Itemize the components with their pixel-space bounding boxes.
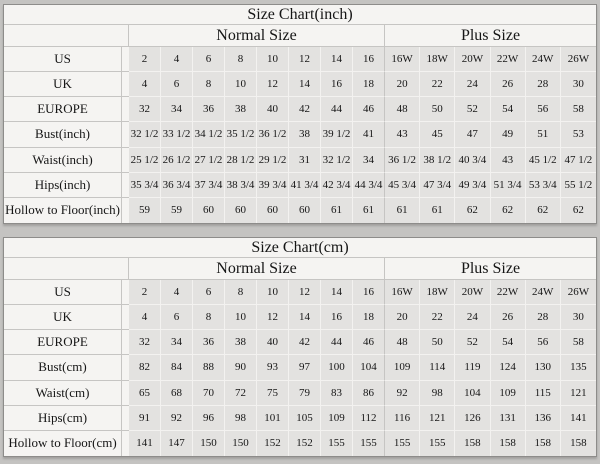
size-cell: 91 (129, 406, 161, 431)
size-cell: 18W (420, 47, 455, 72)
size-cell: 28 (526, 72, 561, 97)
size-cell: 26 1/2 (161, 148, 193, 173)
size-cell: 6 (193, 280, 225, 305)
size-cell: 152 (257, 431, 289, 456)
size-cell: 36 (193, 97, 225, 122)
size-cell: 121 (561, 381, 596, 406)
size-cell: 65 (129, 381, 161, 406)
size-cell: 116 (385, 406, 420, 431)
size-cell: 22 (420, 72, 455, 97)
size-cell: 14 (321, 280, 353, 305)
label-gutter (122, 280, 129, 305)
size-cell: 158 (526, 431, 561, 456)
size-cell: 60 (193, 198, 225, 223)
size-cell: 109 (385, 355, 420, 380)
normal-size-header: Normal Size (129, 258, 385, 280)
size-cell: 109 (321, 406, 353, 431)
size-cell: 40 (257, 97, 289, 122)
size-cell: 49 3/4 (455, 173, 490, 198)
size-cell: 39 1/2 (321, 122, 353, 147)
size-cell: 27 1/2 (193, 148, 225, 173)
size-cell: 92 (161, 406, 193, 431)
size-cell: 58 (561, 330, 596, 355)
label-gutter (122, 198, 129, 223)
size-cell: 93 (257, 355, 289, 380)
size-cell: 46 (353, 330, 385, 355)
size-cell: 155 (385, 431, 420, 456)
size-cell: 114 (420, 355, 455, 380)
size-cell: 25 1/2 (129, 148, 161, 173)
size-cell: 43 (385, 122, 420, 147)
size-cell: 62 (561, 198, 596, 223)
size-cell: 60 (225, 198, 257, 223)
size-cell: 41 3/4 (289, 173, 321, 198)
size-cell: 61 (385, 198, 420, 223)
size-cell: 47 1/2 (561, 148, 596, 173)
size-cell: 50 (420, 330, 455, 355)
size-cell: 35 3/4 (129, 173, 161, 198)
label-gutter (122, 173, 129, 198)
size-cell: 135 (561, 355, 596, 380)
size-cell: 24 (455, 72, 490, 97)
size-cell: 20 (385, 72, 420, 97)
size-cell: 92 (385, 381, 420, 406)
size-cell: 61 (420, 198, 455, 223)
size-cell: 16 (353, 280, 385, 305)
size-cell: 119 (455, 355, 490, 380)
size-cell: 30 (561, 305, 596, 330)
size-cell: 10 (225, 305, 257, 330)
size-cell: 48 (385, 330, 420, 355)
size-cell: 100 (321, 355, 353, 380)
size-cell: 41 (353, 122, 385, 147)
size-cell: 98 (225, 406, 257, 431)
size-cell: 32 1/2 (129, 122, 161, 147)
label-gutter (122, 330, 129, 355)
size-cell: 26W (561, 280, 596, 305)
size-cell: 49 (491, 122, 526, 147)
size-cell: 52 (455, 330, 490, 355)
size-cell: 112 (353, 406, 385, 431)
size-cell: 86 (353, 381, 385, 406)
label-gutter (122, 72, 129, 97)
size-cell: 26 (491, 72, 526, 97)
size-cell: 35 1/2 (225, 122, 257, 147)
size-cell: 6 (161, 305, 193, 330)
size-cell: 12 (289, 280, 321, 305)
label-gutter (122, 122, 129, 147)
size-cell: 79 (289, 381, 321, 406)
size-cell: 22W (491, 280, 526, 305)
size-cell: 10 (257, 47, 289, 72)
size-cell: 130 (526, 355, 561, 380)
size-cell: 34 (161, 330, 193, 355)
size-cell: 70 (193, 381, 225, 406)
size-cell: 47 3/4 (420, 173, 455, 198)
size-cell: 45 3/4 (385, 173, 420, 198)
size-cell: 2 (129, 47, 161, 72)
size-cell: 32 1/2 (321, 148, 353, 173)
size-cell: 38 3/4 (225, 173, 257, 198)
label-gutter (122, 305, 129, 330)
size-cell: 34 (161, 97, 193, 122)
size-cell: 152 (289, 431, 321, 456)
size-cell: 56 (526, 330, 561, 355)
size-cell: 20W (455, 280, 490, 305)
size-cell: 29 1/2 (257, 148, 289, 173)
size-cell: 38 1/2 (420, 148, 455, 173)
plus-size-header: Plus Size (385, 25, 596, 47)
size-cell: 12 (257, 72, 289, 97)
size-cell: 84 (161, 355, 193, 380)
size-cell: 121 (420, 406, 455, 431)
row-label-us: US (4, 280, 122, 305)
size-cell: 36 1/2 (257, 122, 289, 147)
size-cell: 38 (289, 122, 321, 147)
size-cell: 30 (561, 72, 596, 97)
size-cell: 83 (321, 381, 353, 406)
size-cell: 60 (289, 198, 321, 223)
size-cell: 44 (321, 330, 353, 355)
size-cell: 22 (420, 305, 455, 330)
size-cell: 18W (420, 280, 455, 305)
size-cell: 72 (225, 381, 257, 406)
size-cell: 115 (526, 381, 561, 406)
label-gutter (122, 406, 129, 431)
size-cell: 126 (455, 406, 490, 431)
size-cell: 12 (257, 305, 289, 330)
size-cell: 53 (561, 122, 596, 147)
label-gutter (122, 431, 129, 456)
size-cell: 54 (491, 330, 526, 355)
size-cell: 104 (455, 381, 490, 406)
size-cell: 16 (321, 305, 353, 330)
size-cell: 158 (491, 431, 526, 456)
row-label-hips-inch: Hips(inch) (4, 173, 122, 198)
row-label-uk: UK (4, 305, 122, 330)
size-cell: 8 (225, 47, 257, 72)
label-gutter (122, 97, 129, 122)
row-label-us: US (4, 47, 122, 72)
size-cell: 36 3/4 (161, 173, 193, 198)
size-cell: 4 (161, 280, 193, 305)
row-label-europe: EUROPE (4, 330, 122, 355)
size-cell: 36 (193, 330, 225, 355)
size-cell: 158 (455, 431, 490, 456)
size-cell: 42 3/4 (321, 173, 353, 198)
size-cell: 58 (561, 97, 596, 122)
row-label-europe: EUROPE (4, 97, 122, 122)
size-cell: 62 (455, 198, 490, 223)
size-cell: 38 (225, 330, 257, 355)
table-title-inch: Size Chart(inch) (4, 5, 596, 25)
size-cell: 8 (193, 305, 225, 330)
size-cell: 18 (353, 72, 385, 97)
size-cell: 42 (289, 97, 321, 122)
size-cell: 34 1/2 (193, 122, 225, 147)
size-cell: 26 (491, 305, 526, 330)
size-cell: 62 (526, 198, 561, 223)
size-cell: 61 (353, 198, 385, 223)
size-cell: 51 (526, 122, 561, 147)
label-gutter (122, 148, 129, 173)
size-cell: 141 (561, 406, 596, 431)
size-cell: 51 3/4 (491, 173, 526, 198)
size-cell: 8 (193, 72, 225, 97)
size-cell: 56 (526, 97, 561, 122)
row-label-waist-inch: Waist(inch) (4, 148, 122, 173)
size-cell: 155 (321, 431, 353, 456)
size-cell: 39 3/4 (257, 173, 289, 198)
size-cell: 31 (289, 148, 321, 173)
row-label-waist-cm: Waist(cm) (4, 381, 122, 406)
size-cell: 44 3/4 (353, 173, 385, 198)
size-cell: 90 (225, 355, 257, 380)
size-cell: 14 (321, 47, 353, 72)
size-cell: 136 (526, 406, 561, 431)
size-cell: 42 (289, 330, 321, 355)
size-cell: 20W (455, 47, 490, 72)
size-cell: 46 (353, 97, 385, 122)
row-label-hips-cm: Hips(cm) (4, 406, 122, 431)
size-cell: 24W (526, 47, 561, 72)
size-cell: 150 (193, 431, 225, 456)
size-cell: 52 (455, 97, 490, 122)
size-cell: 55 1/2 (561, 173, 596, 198)
size-cell: 59 (129, 198, 161, 223)
size-cell: 6 (193, 47, 225, 72)
label-gutter (122, 47, 129, 72)
row-label-hollow-to-floor-inch: Hollow to Floor(inch) (4, 198, 122, 223)
row-label-bust-cm: Bust(cm) (4, 355, 122, 380)
size-cell: 32 (129, 97, 161, 122)
size-cell: 131 (491, 406, 526, 431)
size-cell: 53 3/4 (526, 173, 561, 198)
size-cell: 98 (420, 381, 455, 406)
size-cell: 47 (455, 122, 490, 147)
size-cell: 4 (129, 72, 161, 97)
size-cell: 48 (385, 97, 420, 122)
size-cell: 68 (161, 381, 193, 406)
size-cell: 28 1/2 (225, 148, 257, 173)
corner-cell (4, 25, 129, 47)
size-cell: 18 (353, 305, 385, 330)
size-cell: 124 (491, 355, 526, 380)
size-cell: 155 (353, 431, 385, 456)
size-cell: 10 (225, 72, 257, 97)
row-label-hollow-to-floor-cm: Hollow to Floor(cm) (4, 431, 122, 456)
size-cell: 6 (161, 72, 193, 97)
size-chart-cm-table (3, 237, 597, 457)
row-label-uk: UK (4, 72, 122, 97)
size-cell: 155 (420, 431, 455, 456)
corner-cell (4, 258, 129, 280)
size-cell: 34 (353, 148, 385, 173)
size-cell: 104 (353, 355, 385, 380)
size-cell: 150 (225, 431, 257, 456)
size-cell: 8 (225, 280, 257, 305)
size-chart-inch-table (3, 4, 597, 224)
size-cell: 38 (225, 97, 257, 122)
size-cell: 40 (257, 330, 289, 355)
size-cell: 54 (491, 97, 526, 122)
size-cell: 101 (257, 406, 289, 431)
size-cell: 22W (491, 47, 526, 72)
size-cell: 16W (385, 47, 420, 72)
row-label-bust-inch: Bust(inch) (4, 122, 122, 147)
size-cell: 158 (561, 431, 596, 456)
size-cell: 50 (420, 97, 455, 122)
size-cell: 16 (353, 47, 385, 72)
size-cell: 75 (257, 381, 289, 406)
size-cell: 59 (161, 198, 193, 223)
size-cell: 32 (129, 330, 161, 355)
size-cell: 14 (289, 305, 321, 330)
size-cell: 45 1/2 (526, 148, 561, 173)
size-cell: 24W (526, 280, 561, 305)
size-cell: 36 1/2 (385, 148, 420, 173)
size-cell: 33 1/2 (161, 122, 193, 147)
label-gutter (122, 381, 129, 406)
size-cell: 12 (289, 47, 321, 72)
size-cell: 4 (129, 305, 161, 330)
size-cell: 20 (385, 305, 420, 330)
size-cell: 2 (129, 280, 161, 305)
size-cell: 97 (289, 355, 321, 380)
label-gutter (122, 355, 129, 380)
size-cell: 61 (321, 198, 353, 223)
table-title-cm: Size Chart(cm) (4, 238, 596, 258)
size-cell: 40 3/4 (455, 148, 490, 173)
size-cell: 14 (289, 72, 321, 97)
size-cell: 10 (257, 280, 289, 305)
size-cell: 24 (455, 305, 490, 330)
size-cell: 141 (129, 431, 161, 456)
size-cell: 37 3/4 (193, 173, 225, 198)
size-cell: 147 (161, 431, 193, 456)
size-cell: 60 (257, 198, 289, 223)
size-cell: 43 (491, 148, 526, 173)
plus-size-header: Plus Size (385, 258, 596, 280)
size-cell: 96 (193, 406, 225, 431)
size-cell: 109 (491, 381, 526, 406)
size-cell: 16W (385, 280, 420, 305)
size-cell: 4 (161, 47, 193, 72)
size-cell: 62 (491, 198, 526, 223)
size-cell: 28 (526, 305, 561, 330)
size-cell: 16 (321, 72, 353, 97)
size-cell: 82 (129, 355, 161, 380)
size-cell: 88 (193, 355, 225, 380)
size-cell: 45 (420, 122, 455, 147)
size-cell: 105 (289, 406, 321, 431)
size-cell: 26W (561, 47, 596, 72)
size-cell: 44 (321, 97, 353, 122)
normal-size-header: Normal Size (129, 25, 385, 47)
